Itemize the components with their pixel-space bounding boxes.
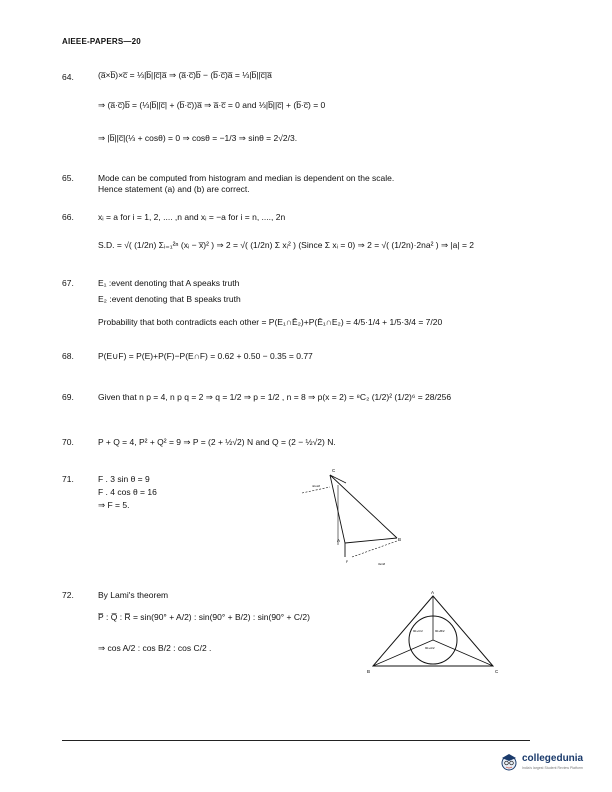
brand-name: collegedunia [522,753,584,764]
solution-line: P(E∪F) = P(E)+P(F)−P(E∩F) = 0.62 + 0.50 − 0.35 = 0.77 [98,351,313,361]
graduate-icon [500,753,518,771]
question-number: 71. [62,474,74,484]
lami-triangle-diagram [365,588,505,678]
solution-line: (a̅×b̅)×c̅ = ⅓|b̅||c̅|a̅ ⇒ (a̅·c̅)b̅ − (b̅·c̅)a̅ = ⅓|b̅||c̅|a̅ [98,70,272,80]
solution-line: By Lami's theorem [98,590,169,600]
solution-line: ⇒ cos A/2 : cos B/2 : cos C/2 . [98,643,212,653]
component-label: 4cosθ [312,484,321,488]
question-number: 65. [62,173,74,183]
solution-line: ⇒ F = 5. [98,500,130,510]
angle-label: 90+A/2 [425,646,435,650]
brand-logo[interactable] [496,750,606,782]
brand-tagline: India's largest Student Review Platform [522,766,583,770]
solution-line: P̅ : Q̅ : R̅ = sin(90° + A/2) : sin(90° + B/2) : sin(90° + C/2) [98,612,310,622]
force-triangle-diagram [300,465,415,575]
vertex-b-label: B [367,669,371,674]
question-number: 70. [62,437,74,447]
solution-line: P + Q = 4, P² + Q² = 9 ⇒ P = (2 + ½√2) N and Q = (2 − ½√2) N. [98,437,336,447]
solution-line: Mode can be computed from histogram and median is dependent on the scale. [98,173,395,183]
force-label: F [346,560,349,564]
solution-line: E₁ :event denoting that A speaks truth [98,278,240,288]
solution-line: F . 4 cos θ = 16 [98,487,157,497]
solution-line: ⇒ |b̅||c̅|(⅓ + cosθ) = 0 ⇒ cosθ = −1/3 ⇒ sinθ = 2√2/3. [98,133,298,143]
solution-line: S.D. = √( (1/2n) Σᵢ₌₁²ⁿ (xᵢ − x̅)² ) ⇒ 2 = √( (1/2n) Σ xᵢ² ) (Since Σ xᵢ = 0) ⇒ 2 = √( (1/2n)·2na² ) ⇒ |a| = 2 [98,240,475,250]
question-number: 67. [62,278,74,288]
solution-line: E₂ :event denoting that B speaks truth [98,294,241,304]
question-number: 72. [62,590,74,600]
question-number: 69. [62,392,74,402]
angle-label: 90+C/2 [413,629,423,633]
page-header: AIEEE-PAPERS—20 [62,37,141,46]
vertex-c-label: C [332,468,336,473]
footer-divider [62,740,530,741]
solution-line: Hence statement (a) and (b) are correct. [98,184,250,194]
vertex-c-label: C [495,669,499,674]
solution-line: xᵢ = a for i = 1, 2, .... ,n and xᵢ = −a for i = n, ...., 2n [98,212,286,222]
vertex-a-label: A [431,590,435,595]
question-number: 66. [62,212,74,222]
solution-line: Probability that both contradicts each other = P(E₁∩Ē₂)+P(Ē₁∩E₂) = 4/5·1/4 + 1/5·3/4 = 7/20 [98,317,443,327]
solution-line: F . 3 sin θ = 9 [98,474,150,484]
vertex-a-label: A [337,538,341,543]
vertex-b-label: B [398,537,402,542]
angle-label: 90+B/2 [435,629,445,633]
solution-line: Given that n p = 4, n p q = 2 ⇒ q = 1/2 ⇒ p = 1/2 , n = 8 ⇒ p(x = 2) = ⁸C₂ (1/2)² (1/2)⁶ = 28/256 [98,392,452,402]
question-number: 68. [62,351,74,361]
question-number: 64. [62,72,74,82]
solution-line: ⇒ (a̅·c̅)b̅ = (⅓|b̅||c̅| + (b̅·c̅))a̅ ⇒ a̅·c̅ = 0 and ⅓|b̅||c̅| + (b̅·c̅) = 0 [98,100,326,110]
component-label: 3sinθ [378,562,386,566]
